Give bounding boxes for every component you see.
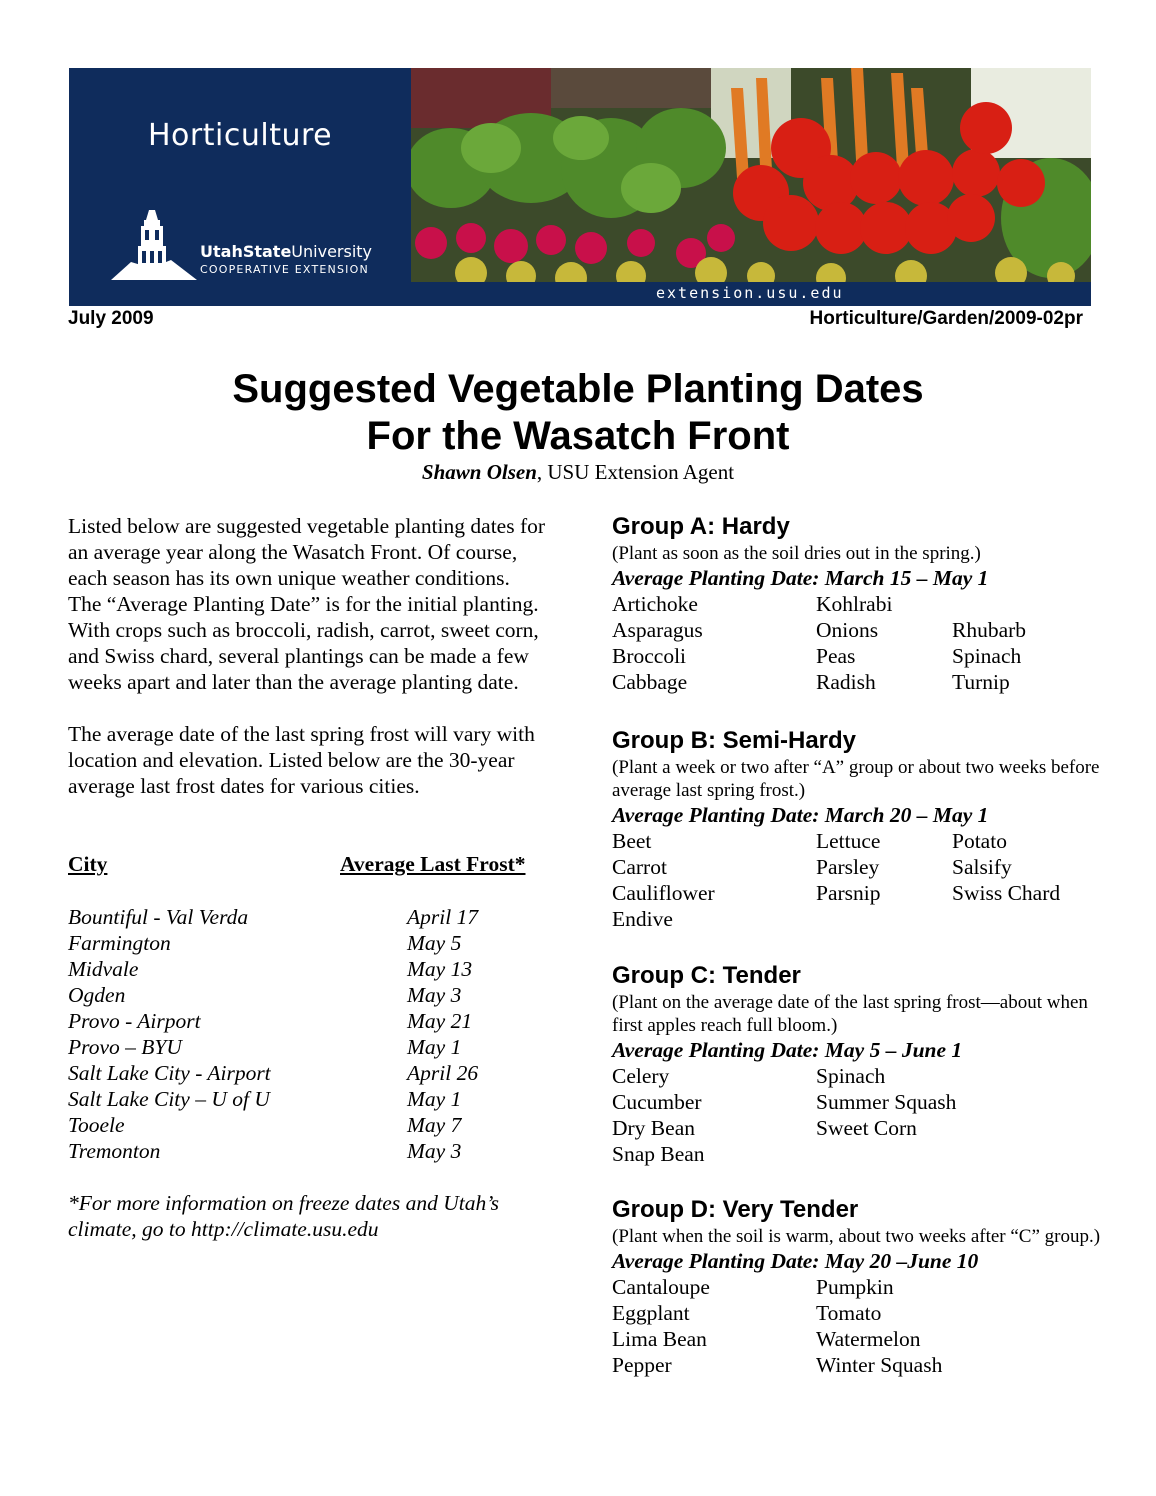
list-item <box>612 828 1102 854</box>
frost-table-header-city: City <box>68 852 108 876</box>
frost-date: May 7 <box>407 1113 462 1137</box>
banner-url[interactable]: extension.usu.edu <box>656 284 844 302</box>
intro-text <box>68 513 548 799</box>
vegetable: Cantaloupe <box>612 1275 710 1299</box>
frost-table <box>68 904 528 1164</box>
byline <box>0 460 1156 485</box>
city-name: Salt Lake City - Airport <box>68 1061 271 1085</box>
group-b <box>612 726 1102 932</box>
list-item <box>612 643 1102 669</box>
list-item <box>612 1115 1102 1141</box>
group-note: (Plant on the average date of the last spring frost—about when first apples reach full bloom.) <box>612 992 1088 1036</box>
page-title-line-2: For the Wasatch Front <box>366 414 790 458</box>
vegetable: Peas <box>816 644 856 668</box>
vegetable: Lettuce <box>816 829 881 853</box>
vegetable: Beet <box>612 829 652 853</box>
table-row <box>68 1112 528 1138</box>
vegetable: Asparagus <box>612 618 703 642</box>
vegetable: Artichoke <box>612 592 698 616</box>
vegetable: Swiss Chard <box>952 881 1061 905</box>
group-c <box>612 961 1102 1167</box>
list-item <box>612 617 1102 643</box>
author-role: , USU Extension Agent <box>536 460 735 484</box>
vegetable: Rhubarb <box>952 618 1027 642</box>
publication-code: Horticulture/Garden/2009-02pr <box>809 308 1083 329</box>
frost-date: May 21 <box>407 1009 473 1033</box>
list-item <box>612 906 1102 932</box>
vegetable: Summer Squash <box>816 1090 957 1114</box>
vegetable: Snap Bean <box>612 1142 705 1166</box>
vegetable: Kohlrabi <box>816 592 893 616</box>
group-planting-date: Average Planting Date: March 20 – May 1 <box>612 803 989 827</box>
vegetable: Salsify <box>952 855 1012 879</box>
table-row <box>68 904 528 930</box>
list-item <box>612 1141 1102 1167</box>
vegetable: Celery <box>612 1064 670 1088</box>
group-note: (Plant a week or two after “A” group or about two weeks before average last spring frost.) <box>612 757 1100 801</box>
vegetable: Pepper <box>612 1353 672 1377</box>
group-title: Group D: Very Tender <box>612 1196 859 1223</box>
city-name: Provo - Airport <box>68 1009 201 1033</box>
group-planting-date: Average Planting Date: May 20 –June 10 <box>612 1249 979 1273</box>
group-d <box>612 1195 1102 1378</box>
group-a <box>612 512 1102 695</box>
table-row <box>68 956 528 982</box>
list-item <box>612 669 1102 695</box>
list-item <box>612 880 1102 906</box>
usu-logo <box>111 208 411 288</box>
city-name: Farmington <box>68 931 171 955</box>
vegetable: Watermelon <box>816 1327 921 1351</box>
group-planting-date: Average Planting Date: March 15 – May 1 <box>612 566 989 590</box>
vegetable: Broccoli <box>612 644 687 668</box>
group-planting-date: Average Planting Date: May 5 – June 1 <box>612 1038 963 1062</box>
vegetable: Lima Bean <box>612 1327 707 1351</box>
frost-date: May 1 <box>407 1087 462 1111</box>
group-title: Group A: Hardy <box>612 513 790 540</box>
vegetable-list <box>612 591 1102 695</box>
vegetable: Radish <box>816 670 876 694</box>
list-item <box>612 1352 1102 1378</box>
frost-date: May 13 <box>407 957 473 981</box>
table-row <box>68 1138 528 1164</box>
vegetable: Dry Bean <box>612 1116 695 1140</box>
vegetable: Tomato <box>816 1301 882 1325</box>
vegetable: Eggplant <box>612 1301 690 1325</box>
vegetable: Carrot <box>612 855 667 879</box>
table-row <box>68 1034 528 1060</box>
vegetable: Cabbage <box>612 670 688 694</box>
table-row <box>68 1086 528 1112</box>
list-item <box>612 591 1102 617</box>
city-name: Tremonton <box>68 1139 161 1163</box>
group-note: (Plant when the soil is warm, about two weeks after “C” group.) <box>612 1226 1101 1247</box>
list-item <box>612 1326 1102 1352</box>
logo-subtitle: COOPERATIVE EXTENSION <box>200 263 369 276</box>
vegetable-list <box>612 1274 1102 1378</box>
vegetable: Parsnip <box>816 881 881 905</box>
city-name: Tooele <box>68 1113 125 1137</box>
table-row <box>68 982 528 1008</box>
banner-title: Horticulture <box>148 118 333 153</box>
city-name: Salt Lake City – U of U <box>68 1087 270 1111</box>
vegetable: Parsley <box>816 855 880 879</box>
frost-date: May 3 <box>407 983 462 1007</box>
vegetable-list <box>612 1063 1102 1167</box>
vegetables-photo <box>411 68 1091 282</box>
banner-brand-panel <box>69 68 411 306</box>
city-name: Provo – BYU <box>68 1035 182 1059</box>
city-name: Ogden <box>68 983 126 1007</box>
frost-table-header-frost: Average Last Frost* <box>340 852 526 876</box>
frost-date: May 3 <box>407 1139 462 1163</box>
vegetable: Spinach <box>952 644 1022 668</box>
author-name: Shawn Olsen <box>421 460 537 484</box>
vegetable: Pumpkin <box>816 1275 894 1299</box>
frost-date: May 1 <box>407 1035 462 1059</box>
vegetable: Endive <box>612 907 673 931</box>
vegetable-list <box>612 828 1102 932</box>
intro-paragraph-1: Listed below are suggested vegetable planting dates for an average year along the Wasatch Front. Of course, each season has its own unique weather conditions. The “Average Planting Date” is for the initial planting. With crops such as broccoli, radish, carrot, sweet corn, and Swiss chard, several plantings can be made a few weeks apart and later than the average planting date. <box>68 514 546 694</box>
frost-date: April 26 <box>407 1061 479 1085</box>
list-item <box>612 1300 1102 1326</box>
frost-date: April 17 <box>407 905 479 929</box>
vegetable: Sweet Corn <box>816 1116 917 1140</box>
frost-date: May 5 <box>407 931 462 955</box>
vegetable: Winter Squash <box>816 1353 943 1377</box>
table-row <box>68 1008 528 1034</box>
publication-date: July 2009 <box>68 308 154 329</box>
page-title-line-1: Suggested Vegetable Planting Dates <box>232 367 924 411</box>
vegetable: Turnip <box>952 670 1010 694</box>
vegetable: Potato <box>952 829 1007 853</box>
header-banner <box>69 68 1091 306</box>
table-row <box>68 1060 528 1086</box>
vegetable: Onions <box>816 618 879 642</box>
table-row <box>68 930 528 956</box>
old-main-tower-icon <box>111 208 197 284</box>
city-name: Midvale <box>68 957 139 981</box>
vegetable: Cauliflower <box>612 881 715 905</box>
footnote: *For more information on freeze dates and Utah’s climate, go to http://climate.usu.edu <box>68 1191 499 1241</box>
intro-paragraph-2: The average date of the last spring frost will vary with location and elevation. Listed below are the 30-year average last frost dates for various cities. <box>68 722 535 798</box>
group-note: (Plant as soon as the soil dries out in the spring.) <box>612 543 981 564</box>
list-item <box>612 1274 1102 1300</box>
list-item <box>612 854 1102 880</box>
list-item <box>612 1089 1102 1115</box>
vegetable: Spinach <box>816 1064 886 1088</box>
group-title: Group B: Semi-Hardy <box>612 727 857 754</box>
city-name: Bountiful - Val Verda <box>68 905 249 929</box>
list-item <box>612 1063 1102 1089</box>
logo-university-name: UtahStateUniversity <box>200 242 373 261</box>
vegetable: Cucumber <box>612 1090 702 1114</box>
banner-url-bar <box>411 282 1091 306</box>
group-title: Group C: Tender <box>612 962 801 989</box>
